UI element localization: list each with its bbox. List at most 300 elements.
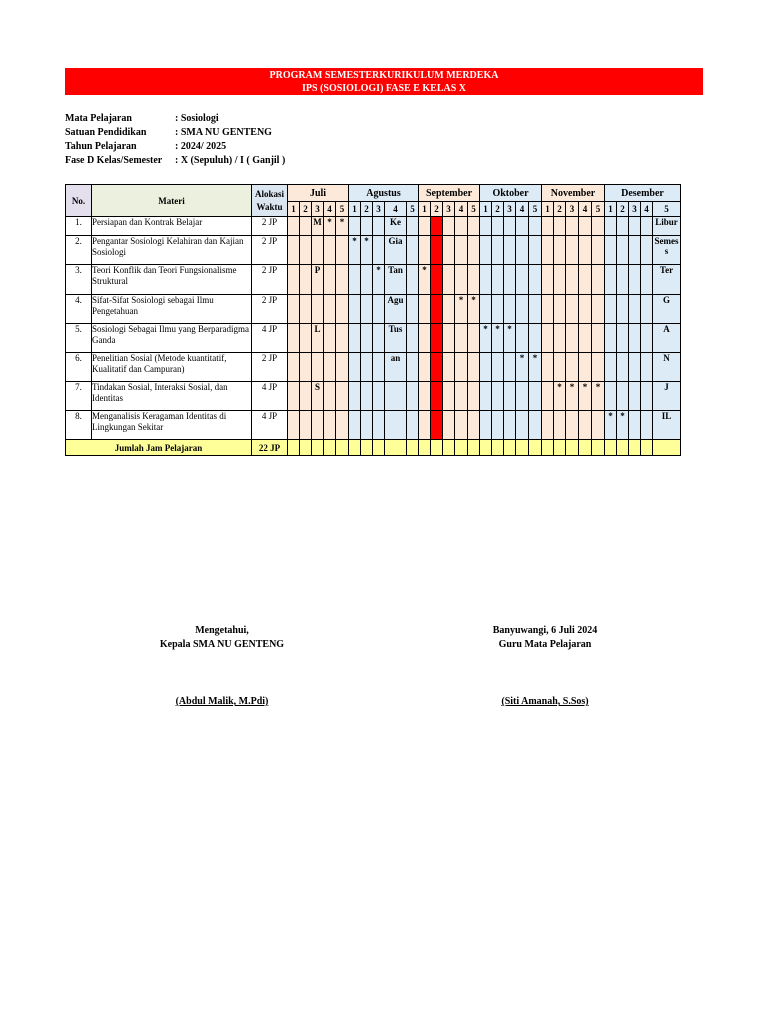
- title-banner: [65, 68, 703, 95]
- footer-cell: [653, 440, 681, 456]
- week-cell: [373, 295, 385, 324]
- row-number: 4.: [66, 295, 92, 324]
- info-label: Fase D Kelas/Semester: [65, 155, 163, 166]
- week-cell: [288, 324, 300, 353]
- week-cell: [419, 353, 431, 382]
- agustus-mark-cell: [385, 382, 407, 411]
- star-mark-cell: *: [361, 236, 373, 265]
- week-cell: [605, 382, 617, 411]
- week-cell: [361, 265, 373, 295]
- week-cell: [492, 217, 504, 236]
- week-cell: [554, 236, 566, 265]
- row-number: 8.: [66, 411, 92, 440]
- week-cell: [407, 236, 419, 265]
- week-header: 3: [312, 202, 324, 217]
- week-cell: [529, 411, 542, 440]
- footer-cell: [504, 440, 516, 456]
- table-row: [66, 295, 681, 324]
- week-header: 5: [529, 202, 542, 217]
- week-cell: [554, 265, 566, 295]
- week-header: 5: [336, 202, 349, 217]
- star-mark-cell: *: [492, 324, 504, 353]
- week-cell: [629, 353, 641, 382]
- desember-mark-cell: A: [653, 324, 681, 353]
- week-cell: [480, 295, 492, 324]
- footer-cell: [300, 440, 312, 456]
- week-cell: [579, 411, 592, 440]
- signature-right-line2: Guru Mata Pelajaran: [498, 639, 592, 650]
- week-cell: [641, 236, 653, 265]
- week-cell: [431, 324, 443, 353]
- week-cell: [431, 295, 443, 324]
- week-cell: [407, 324, 419, 353]
- week-cell: [407, 217, 419, 236]
- week-cell: [349, 353, 361, 382]
- week-cell: [504, 295, 516, 324]
- footer-cell: [641, 440, 653, 456]
- week-cell: [480, 236, 492, 265]
- table-row: [66, 217, 681, 236]
- week-cell: [480, 382, 492, 411]
- info-value: : 2024/ 2025: [175, 141, 227, 152]
- week-cell: [554, 324, 566, 353]
- week-header: 5: [592, 202, 605, 217]
- desember-mark-cell: Ter: [653, 265, 681, 295]
- week-cell: [336, 353, 349, 382]
- row-alokasi: 2 JP: [252, 295, 288, 324]
- footer-cell: [617, 440, 629, 456]
- footer-cell: [443, 440, 455, 456]
- footer-cell: [349, 440, 361, 456]
- footer-cell: [542, 440, 554, 456]
- week-header: 1: [605, 202, 617, 217]
- week-header: 4: [641, 202, 653, 217]
- info-label: Tahun Pelajaran: [65, 141, 137, 152]
- footer-cell: [566, 440, 579, 456]
- week-cell: [336, 324, 349, 353]
- footer-cell: [605, 440, 617, 456]
- week-cell: [443, 353, 455, 382]
- footer-total: 22 JP: [252, 440, 288, 456]
- signature-left-line2: Kepala SMA NU GENTENG: [159, 639, 285, 650]
- week-cell: [480, 353, 492, 382]
- week-header: 2: [492, 202, 504, 217]
- week-header: 1: [288, 202, 300, 217]
- info-label: Mata Pelajaran: [65, 113, 132, 124]
- week-cell: [455, 217, 468, 236]
- week-header: 5: [468, 202, 480, 217]
- week-cell: [492, 382, 504, 411]
- week-cell: [336, 295, 349, 324]
- week-cell: [288, 236, 300, 265]
- week-header: 3: [566, 202, 579, 217]
- table-row: [66, 382, 681, 411]
- week-header: 5: [653, 202, 681, 217]
- week-cell: [554, 353, 566, 382]
- week-cell: [605, 217, 617, 236]
- footer-cell: [529, 440, 542, 456]
- row-number: 2.: [66, 236, 92, 265]
- desember-mark-cell: Libur: [653, 217, 681, 236]
- week-cell: [542, 217, 554, 236]
- star-mark-cell: *: [566, 382, 579, 411]
- week-cell: [629, 295, 641, 324]
- footer-cell: [492, 440, 504, 456]
- juli-mark-cell: M: [312, 217, 324, 236]
- week-cell: [641, 295, 653, 324]
- week-cell: [431, 217, 443, 236]
- week-cell: [455, 411, 468, 440]
- week-header: 5: [407, 202, 419, 217]
- footer-cell: [629, 440, 641, 456]
- footer-cell: [480, 440, 492, 456]
- week-cell: [516, 295, 529, 324]
- week-cell: [617, 382, 629, 411]
- footer-cell: [288, 440, 300, 456]
- week-cell: [361, 217, 373, 236]
- week-cell: [641, 217, 653, 236]
- week-cell: [480, 411, 492, 440]
- week-cell: [373, 382, 385, 411]
- week-cell: [516, 265, 529, 295]
- juli-mark-cell: L: [312, 324, 324, 353]
- program-table: [65, 184, 681, 456]
- month-oktober: Oktober: [480, 185, 542, 202]
- footer-cell: [431, 440, 443, 456]
- week-cell: [529, 217, 542, 236]
- col-header-materi: Materi: [92, 185, 252, 217]
- week-cell: [468, 217, 480, 236]
- week-cell: [592, 236, 605, 265]
- week-cell: [324, 382, 336, 411]
- week-cell: [592, 265, 605, 295]
- week-header: 2: [554, 202, 566, 217]
- week-cell: [455, 265, 468, 295]
- week-cell: [468, 265, 480, 295]
- week-cell: [629, 217, 641, 236]
- week-cell: [373, 236, 385, 265]
- week-cell: [592, 353, 605, 382]
- month-november: November: [542, 185, 605, 202]
- signature-right: [445, 624, 645, 652]
- row-materi: Pengantar Sosiologi Kelahiran dan Kajian Sosiologi: [92, 236, 252, 265]
- week-cell: [361, 295, 373, 324]
- alokasi-line-1: Alokasi: [254, 188, 284, 199]
- week-cell: [529, 236, 542, 265]
- week-cell: [554, 411, 566, 440]
- week-cell: [542, 295, 554, 324]
- week-cell: [288, 353, 300, 382]
- week-header: 2: [300, 202, 312, 217]
- month-agustus: Agustus: [349, 185, 419, 202]
- week-cell: [492, 353, 504, 382]
- week-cell: [419, 295, 431, 324]
- week-cell: [504, 236, 516, 265]
- footer-cell: [373, 440, 385, 456]
- week-cell: [455, 382, 468, 411]
- footer-cell: [361, 440, 373, 456]
- week-cell: [516, 324, 529, 353]
- week-cell: [605, 353, 617, 382]
- week-cell: [629, 236, 641, 265]
- week-cell: [288, 382, 300, 411]
- week-header: 2: [431, 202, 443, 217]
- row-number: 7.: [66, 382, 92, 411]
- star-mark-cell: *: [324, 217, 336, 236]
- week-cell: [617, 236, 629, 265]
- week-cell: [288, 265, 300, 295]
- desember-mark-cell: J: [653, 382, 681, 411]
- agustus-mark-cell: an: [385, 353, 407, 382]
- table-row: [66, 324, 681, 353]
- week-cell: [300, 324, 312, 353]
- row-number: 6.: [66, 353, 92, 382]
- footer-row: [66, 440, 681, 456]
- week-cell: [300, 265, 312, 295]
- week-cell: [492, 236, 504, 265]
- week-cell: [504, 411, 516, 440]
- signature-left: [122, 624, 322, 652]
- week-cell: [361, 353, 373, 382]
- footer-cell: [554, 440, 566, 456]
- week-cell: [455, 353, 468, 382]
- week-cell: [443, 324, 455, 353]
- week-cell: [300, 236, 312, 265]
- week-cell: [288, 217, 300, 236]
- row-materi: Teori Konflik dan Teori Fungsionalisme Struktural: [92, 265, 252, 295]
- month-juli: Juli: [288, 185, 349, 202]
- week-cell: [373, 411, 385, 440]
- col-header-no: No.: [66, 185, 92, 217]
- info-block: [65, 112, 285, 168]
- week-cell: [349, 217, 361, 236]
- week-cell: [617, 353, 629, 382]
- week-cell: [617, 217, 629, 236]
- star-mark-cell: *: [468, 295, 480, 324]
- week-cell: [443, 382, 455, 411]
- week-header: 4: [579, 202, 592, 217]
- week-cell: [529, 382, 542, 411]
- week-cell: [641, 411, 653, 440]
- footer-cell: [419, 440, 431, 456]
- week-header: 4: [455, 202, 468, 217]
- week-cell: [579, 295, 592, 324]
- week-cell: [300, 353, 312, 382]
- footer-cell: [324, 440, 336, 456]
- week-header: 3: [443, 202, 455, 217]
- week-cell: [373, 324, 385, 353]
- week-cell: [443, 411, 455, 440]
- star-mark-cell: *: [554, 382, 566, 411]
- week-cell: [542, 236, 554, 265]
- week-cell: [617, 265, 629, 295]
- week-cell: [554, 295, 566, 324]
- week-cell: [641, 382, 653, 411]
- table-row: [66, 265, 681, 295]
- table-row: [66, 411, 681, 440]
- title-line-2: IPS (SOSIOLOGI) FASE E KELAS X: [301, 83, 467, 94]
- juli-mark-cell: [312, 295, 324, 324]
- week-cell: [419, 236, 431, 265]
- week-cell: [336, 236, 349, 265]
- week-cell: [629, 411, 641, 440]
- row-alokasi: 4 JP: [252, 324, 288, 353]
- week-header: 1: [349, 202, 361, 217]
- week-cell: [605, 265, 617, 295]
- desember-mark-cell: Semes s: [653, 236, 681, 265]
- week-cell: [288, 411, 300, 440]
- week-cell: [641, 324, 653, 353]
- week-cell: [300, 411, 312, 440]
- footer-cell: [592, 440, 605, 456]
- week-cell: [529, 265, 542, 295]
- desember-mark-cell: G: [653, 295, 681, 324]
- row-materi: Penelitian Sosial (Metode kuantitatif, Kualitatif dan Campuran): [92, 353, 252, 382]
- row-number: 5.: [66, 324, 92, 353]
- week-cell: [288, 295, 300, 324]
- week-cell: [407, 265, 419, 295]
- week-cell: [431, 382, 443, 411]
- star-mark-cell: *: [516, 353, 529, 382]
- star-mark-cell: *: [504, 324, 516, 353]
- week-cell: [324, 324, 336, 353]
- week-cell: [407, 382, 419, 411]
- week-cell: [492, 411, 504, 440]
- week-cell: [349, 295, 361, 324]
- week-cell: [542, 382, 554, 411]
- week-cell: [300, 295, 312, 324]
- week-cell: [605, 295, 617, 324]
- row-alokasi: 2 JP: [252, 217, 288, 236]
- agustus-mark-cell: [385, 411, 407, 440]
- footer-cell: [407, 440, 419, 456]
- table-row: [66, 353, 681, 382]
- week-cell: [468, 236, 480, 265]
- week-cell: [629, 265, 641, 295]
- week-cell: [592, 411, 605, 440]
- juli-mark-cell: P: [312, 265, 324, 295]
- footer-cell: [385, 440, 407, 456]
- week-cell: [419, 411, 431, 440]
- week-header: 1: [542, 202, 554, 217]
- week-cell: [443, 236, 455, 265]
- week-cell: [566, 236, 579, 265]
- week-cell: [566, 411, 579, 440]
- star-mark-cell: *: [373, 265, 385, 295]
- week-header: 4: [324, 202, 336, 217]
- row-materi: Sosiologi Sebagai Ilmu yang Berparadigma Ganda: [92, 324, 252, 353]
- week-cell: [443, 265, 455, 295]
- agustus-mark-cell: Tan: [385, 265, 407, 295]
- week-cell: [566, 295, 579, 324]
- signature-right-name: (Siti Amanah, S.Sos): [501, 696, 589, 707]
- week-cell: [579, 324, 592, 353]
- table-row: [66, 236, 681, 265]
- footer-cell: [455, 440, 468, 456]
- week-header: 3: [373, 202, 385, 217]
- week-cell: [407, 295, 419, 324]
- week-cell: [349, 324, 361, 353]
- week-cell: [529, 324, 542, 353]
- week-cell: [641, 353, 653, 382]
- week-cell: [468, 411, 480, 440]
- week-cell: [579, 236, 592, 265]
- week-cell: [579, 265, 592, 295]
- star-mark-cell: *: [480, 324, 492, 353]
- week-cell: [361, 411, 373, 440]
- week-cell: [592, 295, 605, 324]
- week-cell: [605, 324, 617, 353]
- week-cell: [641, 265, 653, 295]
- info-label: Satuan Pendidikan: [65, 127, 147, 138]
- week-cell: [617, 324, 629, 353]
- week-cell: [566, 324, 579, 353]
- week-cell: [504, 353, 516, 382]
- month-september: September: [419, 185, 480, 202]
- footer-cell: [468, 440, 480, 456]
- week-cell: [419, 324, 431, 353]
- row-number: 3.: [66, 265, 92, 295]
- info-value: : X (Sepuluh) / I ( Ganjil ): [175, 155, 286, 166]
- week-cell: [431, 353, 443, 382]
- star-mark-cell: *: [349, 236, 361, 265]
- week-cell: [324, 353, 336, 382]
- week-cell: [516, 382, 529, 411]
- week-cell: [542, 353, 554, 382]
- desember-mark-cell: IL: [653, 411, 681, 440]
- agustus-mark-cell: Tus: [385, 324, 407, 353]
- footer-cell: [336, 440, 349, 456]
- desember-mark-cell: N: [653, 353, 681, 382]
- week-cell: [349, 265, 361, 295]
- week-cell: [566, 217, 579, 236]
- week-cell: [516, 217, 529, 236]
- week-cell: [443, 295, 455, 324]
- week-cell: [431, 265, 443, 295]
- week-cell: [566, 265, 579, 295]
- week-cell: [542, 324, 554, 353]
- signature-right-line1: Banyuwangi, 6 Juli 2024: [492, 625, 598, 636]
- star-mark-cell: *: [529, 353, 542, 382]
- row-number: 1.: [66, 217, 92, 236]
- week-cell: [324, 236, 336, 265]
- week-cell: [529, 295, 542, 324]
- agustus-mark-cell: Gia: [385, 236, 407, 265]
- row-alokasi: 4 JP: [252, 411, 288, 440]
- footer-cell: [579, 440, 592, 456]
- week-cell: [407, 353, 419, 382]
- week-cell: [480, 217, 492, 236]
- month-desember: Desember: [605, 185, 681, 202]
- week-cell: [300, 382, 312, 411]
- week-header: 2: [617, 202, 629, 217]
- week-header: 4: [516, 202, 529, 217]
- week-cell: [419, 217, 431, 236]
- week-cell: [419, 382, 431, 411]
- week-header: 2: [361, 202, 373, 217]
- info-value: : Sosiologi: [175, 113, 219, 124]
- week-cell: [373, 353, 385, 382]
- juli-mark-cell: [312, 236, 324, 265]
- week-cell: [361, 324, 373, 353]
- week-cell: [542, 411, 554, 440]
- juli-mark-cell: [312, 353, 324, 382]
- week-cell: [324, 411, 336, 440]
- week-cell: [617, 295, 629, 324]
- week-cell: [504, 265, 516, 295]
- week-cell: [579, 217, 592, 236]
- week-cell: [468, 382, 480, 411]
